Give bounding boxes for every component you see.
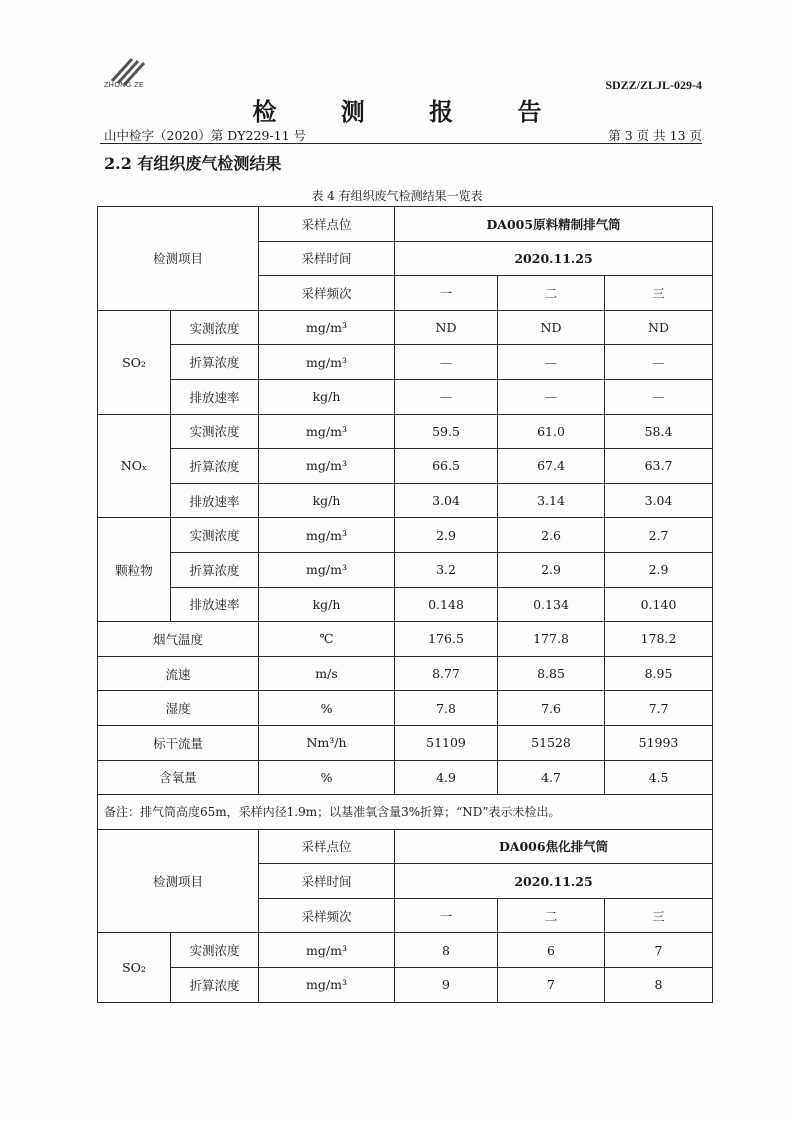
- param-cell: 实测浓度: [171, 310, 259, 345]
- freq-cell: 三: [605, 898, 713, 933]
- table-row: [98, 345, 713, 380]
- value-cell: 4.7: [498, 760, 605, 795]
- value-cell: ND: [395, 310, 498, 345]
- unit-cell: mg/m³: [259, 310, 395, 345]
- time-value-cell: 2020.11.25: [395, 864, 713, 899]
- unit-cell: Nm³/h: [259, 725, 395, 760]
- table-row: [98, 552, 713, 587]
- table-caption: 表 4 有组织废气检测结果一览表: [311, 189, 483, 203]
- param-cell: 标干流量: [98, 725, 259, 760]
- document-number: SDZZ/ZLJL-029-4: [605, 78, 702, 92]
- unit-cell: mg/m³: [259, 518, 395, 553]
- table-row: [98, 691, 713, 726]
- value-cell: 8: [395, 933, 498, 968]
- item-label-cell: 检测项目: [98, 829, 259, 933]
- table-row: [98, 518, 713, 553]
- unit-cell: mg/m³: [259, 449, 395, 484]
- value-cell: 8.85: [498, 656, 605, 691]
- unit-cell: mg/m³: [259, 414, 395, 449]
- value-cell: 7: [498, 968, 605, 1003]
- time-label-cell: 采样时间: [259, 864, 395, 899]
- freq-cell: 一: [395, 898, 498, 933]
- unit-cell: mg/m³: [259, 968, 395, 1003]
- value-cell: 51109: [395, 725, 498, 760]
- value-cell: 4.9: [395, 760, 498, 795]
- value-cell: 3.04: [395, 483, 498, 518]
- value-cell: ND: [605, 310, 713, 345]
- value-cell: 66.5: [395, 449, 498, 484]
- page-info: 第 3 页 共 13 页: [608, 128, 702, 143]
- freq-label-cell: 采样频次: [259, 898, 395, 933]
- value-cell: 67.4: [498, 449, 605, 484]
- logo-text: ZHONG ZE: [104, 82, 145, 89]
- value-cell: 178.2: [605, 622, 713, 657]
- table-row: [98, 310, 713, 345]
- unit-cell: kg/h: [259, 379, 395, 414]
- pollutant-cell: SO₂: [98, 933, 171, 1002]
- table-row: [98, 760, 713, 795]
- value-cell: —: [498, 379, 605, 414]
- param-cell: 折算浓度: [171, 968, 259, 1003]
- value-cell: 58.4: [605, 414, 713, 449]
- value-cell: 59.5: [395, 414, 498, 449]
- table-row: [98, 656, 713, 691]
- unit-cell: mg/m³: [259, 933, 395, 968]
- table-row: [98, 449, 713, 484]
- value-cell: 2.9: [395, 518, 498, 553]
- time-label-cell: 采样时间: [259, 241, 395, 276]
- table-row: [98, 968, 713, 1003]
- unit-cell: %: [259, 760, 395, 795]
- value-cell: 177.8: [498, 622, 605, 657]
- point-label-cell: 采样点位: [259, 207, 395, 242]
- unit-cell: mg/m³: [259, 552, 395, 587]
- value-cell: 2.9: [498, 552, 605, 587]
- table-row: [98, 829, 713, 864]
- value-cell: 0.148: [395, 587, 498, 622]
- unit-cell: mg/m³: [259, 345, 395, 380]
- value-cell: 2.7: [605, 518, 713, 553]
- value-cell: —: [395, 379, 498, 414]
- value-cell: 8: [605, 968, 713, 1003]
- report-title: 检 测 报 告: [252, 97, 570, 126]
- section-title: 2.2 有组织废气检测结果: [104, 154, 282, 173]
- value-cell: —: [395, 345, 498, 380]
- table-row: [98, 725, 713, 760]
- value-cell: 7.8: [395, 691, 498, 726]
- param-cell: 实测浓度: [171, 933, 259, 968]
- value-cell: —: [605, 379, 713, 414]
- item-label-cell: 检测项目: [98, 207, 259, 311]
- value-cell: 7.6: [498, 691, 605, 726]
- param-cell: 折算浓度: [171, 552, 259, 587]
- value-cell: 3.04: [605, 483, 713, 518]
- value-cell: 176.5: [395, 622, 498, 657]
- value-cell: —: [605, 345, 713, 380]
- pollutant-cell: NOₓ: [98, 414, 171, 518]
- value-cell: 2.9: [605, 552, 713, 587]
- point-value-cell: DA006焦化排气筒: [395, 829, 713, 864]
- value-cell: —: [498, 345, 605, 380]
- value-cell: 7.7: [605, 691, 713, 726]
- table-row: [98, 414, 713, 449]
- freq-cell: 二: [498, 276, 605, 311]
- results-table: [97, 206, 713, 1003]
- param-cell: 排放速率: [171, 587, 259, 622]
- table-row: [98, 795, 713, 830]
- value-cell: 0.134: [498, 587, 605, 622]
- unit-cell: kg/h: [259, 483, 395, 518]
- value-cell: 7: [605, 933, 713, 968]
- param-cell: 折算浓度: [171, 449, 259, 484]
- table-row: [98, 207, 713, 242]
- param-cell: 实测浓度: [171, 414, 259, 449]
- value-cell: 63.7: [605, 449, 713, 484]
- value-cell: 4.5: [605, 760, 713, 795]
- point-label-cell: 采样点位: [259, 829, 395, 864]
- table-row: [98, 483, 713, 518]
- value-cell: 3.14: [498, 483, 605, 518]
- value-cell: 8.95: [605, 656, 713, 691]
- param-cell: 排放速率: [171, 483, 259, 518]
- value-cell: ND: [498, 310, 605, 345]
- value-cell: 61.0: [498, 414, 605, 449]
- param-cell: 实测浓度: [171, 518, 259, 553]
- unit-cell: ℃: [259, 622, 395, 657]
- value-cell: 9: [395, 968, 498, 1003]
- param-cell: 流速: [98, 656, 259, 691]
- point-value-cell: DA005原料精制排气筒: [395, 207, 713, 242]
- param-cell: 排放速率: [171, 379, 259, 414]
- table-row: [98, 933, 713, 968]
- param-cell: 湿度: [98, 691, 259, 726]
- unit-cell: kg/h: [259, 587, 395, 622]
- pollutant-cell: SO₂: [98, 310, 171, 414]
- pollutant-cell: 颗粒物: [98, 518, 171, 622]
- time-value-cell: 2020.11.25: [395, 241, 713, 276]
- value-cell: 51993: [605, 725, 713, 760]
- unit-cell: %: [259, 691, 395, 726]
- freq-cell: 一: [395, 276, 498, 311]
- value-cell: 8.77: [395, 656, 498, 691]
- value-cell: 3.2: [395, 552, 498, 587]
- table-row: [98, 622, 713, 657]
- param-cell: 折算浓度: [171, 345, 259, 380]
- note-cell: 备注：排气筒高度65m，采样内径1.9m；以基准氧含量3%折算；“ND”表示未检出。: [98, 795, 713, 830]
- freq-label-cell: 采样频次: [259, 276, 395, 311]
- table-row: [98, 587, 713, 622]
- param-cell: 烟气温度: [98, 622, 259, 657]
- value-cell: 2.6: [498, 518, 605, 553]
- value-cell: 0.140: [605, 587, 713, 622]
- freq-cell: 二: [498, 898, 605, 933]
- header-rule: [100, 143, 702, 144]
- value-cell: 51528: [498, 725, 605, 760]
- param-cell: 含氧量: [98, 760, 259, 795]
- value-cell: 6: [498, 933, 605, 968]
- report-number: 山中检字（2020）第 DY229-11 号: [104, 128, 307, 143]
- unit-cell: m/s: [259, 656, 395, 691]
- freq-cell: 三: [605, 276, 713, 311]
- table-row: [98, 379, 713, 414]
